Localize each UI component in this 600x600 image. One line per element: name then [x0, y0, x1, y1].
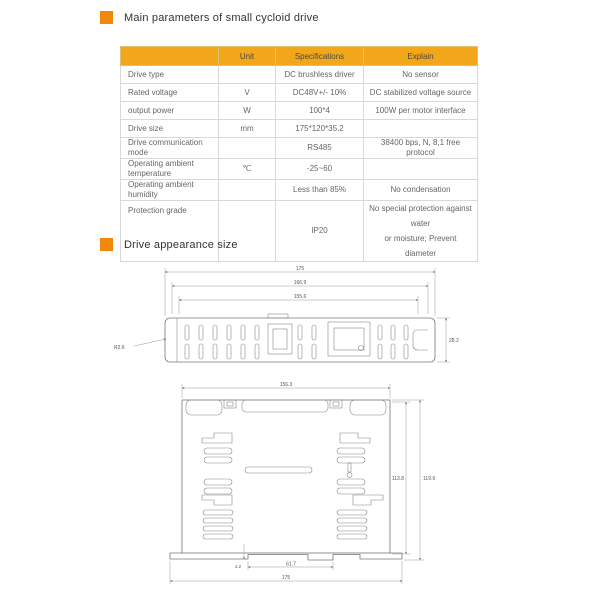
param-unit: mm — [219, 120, 276, 138]
param-explain: 38400 bps, N, 8,1 free protocol — [364, 138, 478, 159]
header-explain: Explain — [364, 47, 478, 66]
param-unit — [219, 180, 276, 201]
param-explain: No condensation — [364, 180, 478, 201]
param-explain: DC stabilized voltage source — [364, 84, 478, 102]
vent-slots — [185, 325, 408, 359]
param-spec: IP20 — [276, 201, 364, 262]
param-explain-line1: No special protection against water — [369, 204, 472, 228]
param-spec: Less than 85% — [276, 180, 364, 201]
param-name: Operating ambient temperature — [121, 159, 219, 180]
param-spec: DC48V+/- 10% — [276, 84, 364, 102]
param-name: output power — [121, 102, 219, 120]
table-row — [121, 120, 478, 138]
section-parameters-title: Main parameters of small cycloid drive — [124, 11, 319, 24]
mid-block — [268, 324, 292, 354]
interior-features — [202, 433, 383, 539]
dim-label-mid-width: 166.9 — [293, 280, 307, 286]
param-explain-line2: or moisture; Prevent diameter — [384, 234, 457, 258]
param-spec: RS485 — [276, 138, 364, 159]
param-unit: V — [219, 84, 276, 102]
dim-label-foot-step: 4.2 — [234, 564, 242, 569]
param-name: Protection grade — [121, 201, 219, 262]
orange-square-bullet-icon — [100, 11, 113, 24]
param-unit — [219, 138, 276, 159]
table-header-row — [121, 47, 478, 66]
param-name: Rated voltage — [121, 84, 219, 102]
table-row — [121, 201, 478, 262]
param-unit: ℃ — [219, 159, 276, 180]
connector-block — [328, 322, 370, 356]
drive-top-view-drawing — [110, 262, 460, 374]
param-spec: -25~60 — [276, 159, 364, 180]
param-unit: W — [219, 102, 276, 120]
param-explain — [364, 159, 478, 180]
param-name: Drive type — [121, 66, 219, 84]
table-row — [121, 138, 478, 159]
param-explain: No sensor — [364, 66, 478, 84]
param-explain: 100W per motor interface — [364, 102, 478, 120]
dim-label-top-width: 156.3 — [279, 382, 293, 388]
din-clip-cutout — [413, 330, 428, 350]
dim-label-outer-height: 119.9 — [423, 476, 436, 482]
drive-front-view-drawing — [158, 378, 450, 590]
dim-label-corner-radius: R2.6 — [114, 345, 125, 351]
dim-label-inner-width: 155.6 — [293, 294, 307, 300]
top-edge-features — [186, 400, 386, 415]
param-explain — [364, 201, 478, 262]
dim-label-clip-width: 61.7 — [286, 561, 296, 568]
section-appearance-title: Drive appearance size — [124, 238, 238, 251]
din-rail-foot — [170, 553, 402, 560]
param-name: Operating ambient humidity — [121, 180, 219, 201]
param-unit — [219, 66, 276, 84]
section-parameters-header — [100, 11, 319, 24]
table-row — [121, 159, 478, 180]
param-spec: DC brushless driver — [276, 66, 364, 84]
param-name: Drive communication mode — [121, 138, 219, 159]
orange-square-bullet-icon — [100, 238, 113, 251]
dim-label-inner-height: 113.8 — [391, 476, 404, 482]
dim-label-overall-width: 175 — [281, 575, 291, 581]
section-appearance-header — [100, 238, 238, 251]
table-row — [121, 180, 478, 201]
param-unit — [219, 201, 276, 262]
dim-label-height: 28.2 — [449, 338, 459, 344]
dim-label-overall-width: 175 — [295, 266, 305, 272]
param-spec: 100*4 — [276, 102, 364, 120]
param-spec: 175*120*35.2 — [276, 120, 364, 138]
header-specifications: Specifications — [276, 47, 364, 66]
table-row — [121, 66, 478, 84]
param-name: Drive size — [121, 120, 219, 138]
param-explain — [364, 120, 478, 138]
parameters-table — [120, 46, 478, 262]
table-row — [121, 102, 478, 120]
header-blank — [121, 47, 219, 66]
table-row — [121, 84, 478, 102]
header-unit: Unit — [219, 47, 276, 66]
